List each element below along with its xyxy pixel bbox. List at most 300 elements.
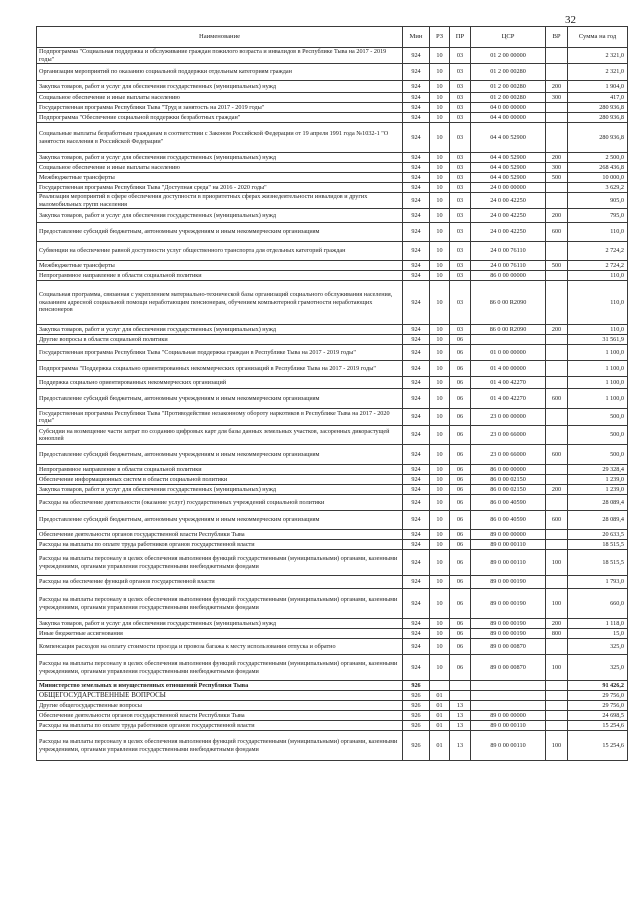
table-row bbox=[37, 550, 628, 576]
row-sum: 15 254,6 bbox=[568, 721, 628, 731]
table-row bbox=[37, 691, 628, 701]
row-pr: 03 bbox=[450, 242, 471, 261]
row-name: Обеспечение деятельности органов государственной власти Республики Тыва bbox=[37, 530, 403, 540]
row-name: Предоставление субсидий бюджетным, автономным учреждениям и иным некоммерческим организациям bbox=[37, 389, 403, 409]
table-row bbox=[37, 361, 628, 377]
row-rz: 10 bbox=[430, 103, 450, 113]
row-min: 924 bbox=[403, 495, 430, 511]
row-vr: 100 bbox=[546, 655, 568, 681]
row-rz: 10 bbox=[430, 48, 450, 64]
header-row bbox=[37, 27, 628, 48]
row-min: 924 bbox=[403, 271, 430, 281]
row-rz: 01 bbox=[430, 731, 450, 761]
row-rz: 10 bbox=[430, 629, 450, 639]
row-csr bbox=[471, 691, 546, 701]
row-pr: 06 bbox=[450, 485, 471, 495]
row-name: Непрограммное направление в области социальной политики bbox=[37, 271, 403, 281]
row-csr: 01 2 00 00280 bbox=[471, 81, 546, 93]
budget-table bbox=[36, 26, 628, 761]
row-sum: 2 321,0 bbox=[568, 48, 628, 64]
row-vr bbox=[546, 475, 568, 485]
row-sum: 500,0 bbox=[568, 445, 628, 465]
row-rz: 01 bbox=[430, 701, 450, 711]
row-rz: 10 bbox=[430, 209, 450, 223]
row-min: 926 bbox=[403, 691, 430, 701]
row-rz: 10 bbox=[430, 193, 450, 209]
row-csr: 89 0 00 00110 bbox=[471, 550, 546, 576]
row-sum: 280 936,8 bbox=[568, 103, 628, 113]
table-row bbox=[37, 81, 628, 93]
row-name: Государственная программа Республики Тыва "Противодействие незаконному обороту наркотиков в Республике Тыва на 2017 - 2020 годы" bbox=[37, 409, 403, 426]
row-min: 924 bbox=[403, 511, 430, 530]
row-min: 924 bbox=[403, 93, 430, 103]
row-min: 924 bbox=[403, 113, 430, 123]
row-vr bbox=[546, 639, 568, 655]
row-csr: 89 0 00 00000 bbox=[471, 530, 546, 540]
row-min: 924 bbox=[403, 530, 430, 540]
row-rz: 10 bbox=[430, 113, 450, 123]
row-pr: 06 bbox=[450, 589, 471, 619]
row-name: Расходы на выплаты персоналу в целях обеспечения выполнения функций государственными (муниципальными) органами, казенными учреждениями, органами управления государственными внебюджетными фондами bbox=[37, 589, 403, 619]
row-rz: 10 bbox=[430, 576, 450, 589]
row-name: Государственная программа Республики Тыва "Доступная среда" на 2016 - 2020 годы" bbox=[37, 183, 403, 193]
row-csr: 04 0 00 00000 bbox=[471, 103, 546, 113]
table-row bbox=[37, 721, 628, 731]
row-csr: 86 0 00 02150 bbox=[471, 475, 546, 485]
row-csr: 24 0 00 76110 bbox=[471, 261, 546, 271]
row-sum: 268 436,8 bbox=[568, 163, 628, 173]
row-name: Подпрограмма "Обеспечение социальной поддержки безработных граждан" bbox=[37, 113, 403, 123]
table-row bbox=[37, 511, 628, 530]
row-csr: 89 0 00 00190 bbox=[471, 629, 546, 639]
row-csr: 89 0 00 00870 bbox=[471, 639, 546, 655]
row-name: Закупка товаров, работ и услуг для обеспечения государственных (муниципальных) нужд bbox=[37, 209, 403, 223]
row-pr: 06 bbox=[450, 361, 471, 377]
row-sum: 2 500,0 bbox=[568, 153, 628, 163]
row-vr bbox=[546, 242, 568, 261]
header-csr: ЦСР bbox=[471, 27, 546, 48]
row-min: 924 bbox=[403, 389, 430, 409]
row-pr: 03 bbox=[450, 193, 471, 209]
table-row bbox=[37, 426, 628, 445]
row-vr: 200 bbox=[546, 81, 568, 93]
row-vr bbox=[546, 193, 568, 209]
row-sum: 24 698,5 bbox=[568, 711, 628, 721]
row-vr bbox=[546, 103, 568, 113]
row-sum: 29 328,4 bbox=[568, 465, 628, 475]
row-vr bbox=[546, 701, 568, 711]
row-pr: 06 bbox=[450, 619, 471, 629]
table-row bbox=[37, 123, 628, 153]
row-sum: 110,0 bbox=[568, 325, 628, 335]
row-rz: 10 bbox=[430, 485, 450, 495]
row-name: Обеспечение деятельности органов государственной власти Республики Тыва bbox=[37, 711, 403, 721]
row-pr: 06 bbox=[450, 409, 471, 426]
row-name: Предоставление субсидий бюджетным, автономным учреждениям и иным некоммерческим организациям bbox=[37, 511, 403, 530]
row-min: 924 bbox=[403, 242, 430, 261]
row-pr bbox=[450, 681, 471, 691]
row-vr: 500 bbox=[546, 173, 568, 183]
row-rz: 10 bbox=[430, 550, 450, 576]
row-csr: 04 4 00 52900 bbox=[471, 153, 546, 163]
row-min: 924 bbox=[403, 223, 430, 242]
row-vr: 800 bbox=[546, 629, 568, 639]
row-name: Субвенции на обеспечение равной доступности услуг общественного транспорта для отдельных категорий граждан bbox=[37, 242, 403, 261]
table-row bbox=[37, 619, 628, 629]
row-vr: 300 bbox=[546, 163, 568, 173]
table-row bbox=[37, 540, 628, 550]
row-sum: 417,0 bbox=[568, 93, 628, 103]
row-min: 924 bbox=[403, 64, 430, 81]
row-rz: 10 bbox=[430, 242, 450, 261]
row-csr: 86 0 00 40590 bbox=[471, 511, 546, 530]
row-min: 926 bbox=[403, 721, 430, 731]
row-sum: 28 089,4 bbox=[568, 495, 628, 511]
row-name: Закупка товаров, работ и услуг для обеспечения государственных (муниципальных) нужд bbox=[37, 485, 403, 495]
row-name: Субсидии на возмещение части затрат по созданию цифровых карт для базы данных земельных участков, засоренных дикорастущей коноплей bbox=[37, 426, 403, 445]
table-row bbox=[37, 64, 628, 81]
row-name: ОБЩЕГОСУДАРСТВЕННЫЕ ВОПРОСЫ bbox=[37, 691, 403, 701]
row-sum: 18 515,5 bbox=[568, 540, 628, 550]
row-vr: 600 bbox=[546, 389, 568, 409]
row-vr bbox=[546, 113, 568, 123]
row-vr bbox=[546, 64, 568, 81]
row-csr bbox=[471, 681, 546, 691]
row-rz: 10 bbox=[430, 377, 450, 389]
row-min: 924 bbox=[403, 377, 430, 389]
row-min: 924 bbox=[403, 540, 430, 550]
row-csr: 24 0 00 76110 bbox=[471, 242, 546, 261]
row-rz: 10 bbox=[430, 81, 450, 93]
row-vr bbox=[546, 530, 568, 540]
row-name: Расходы на выплаты по оплате труда работников органов государственной власти bbox=[37, 540, 403, 550]
table-row bbox=[37, 163, 628, 173]
row-min: 924 bbox=[403, 48, 430, 64]
row-vr: 300 bbox=[546, 93, 568, 103]
row-rz: 10 bbox=[430, 475, 450, 485]
row-vr bbox=[546, 361, 568, 377]
row-name: Министерство земельных и имущественных отношений Республики Тыва bbox=[37, 681, 403, 691]
row-name: Расходы на выплаты персоналу в целях обеспечения выполнения функций государственными (муниципальными) органами, казенными учреждениями, органами управления государственными внебюджетными фондами bbox=[37, 731, 403, 761]
row-rz: 10 bbox=[430, 589, 450, 619]
row-min: 924 bbox=[403, 153, 430, 163]
row-sum: 1 100,0 bbox=[568, 377, 628, 389]
row-rz: 10 bbox=[430, 271, 450, 281]
row-csr: 04 4 00 52900 bbox=[471, 123, 546, 153]
row-min: 924 bbox=[403, 629, 430, 639]
row-pr: 03 bbox=[450, 281, 471, 325]
row-sum: 280 936,8 bbox=[568, 123, 628, 153]
row-vr: 600 bbox=[546, 445, 568, 465]
row-min: 924 bbox=[403, 193, 430, 209]
row-min: 924 bbox=[403, 209, 430, 223]
row-pr: 03 bbox=[450, 183, 471, 193]
row-name: Другие общегосударственные вопросы bbox=[37, 701, 403, 711]
header-pr: ПР bbox=[450, 27, 471, 48]
row-pr: 03 bbox=[450, 64, 471, 81]
header-rz: РЗ bbox=[430, 27, 450, 48]
row-name: Закупка товаров, работ и услуг для обеспечения государственных (муниципальных) нужд bbox=[37, 153, 403, 163]
row-vr: 200 bbox=[546, 485, 568, 495]
row-sum: 110,0 bbox=[568, 223, 628, 242]
row-rz: 10 bbox=[430, 426, 450, 445]
row-name: Расходы на выплаты персоналу в целях обеспечения выполнения функций государственными (муниципальными) органами, казенными учреждениями, органами управления государственными внебюджетными фондами bbox=[37, 655, 403, 681]
row-pr: 06 bbox=[450, 377, 471, 389]
row-name: Другие вопросы в области социальной политики bbox=[37, 335, 403, 345]
row-name: Межбюджетные трансферты bbox=[37, 261, 403, 271]
row-pr: 06 bbox=[450, 576, 471, 589]
row-sum: 1 239,0 bbox=[568, 485, 628, 495]
row-csr: 86 0 00 R2090 bbox=[471, 281, 546, 325]
row-csr: 24 0 00 42250 bbox=[471, 223, 546, 242]
row-pr: 06 bbox=[450, 629, 471, 639]
table-row bbox=[37, 223, 628, 242]
row-csr: 01 2 00 00280 bbox=[471, 93, 546, 103]
row-csr: 01 2 00 00280 bbox=[471, 64, 546, 81]
table-row bbox=[37, 209, 628, 223]
row-vr bbox=[546, 409, 568, 426]
row-vr bbox=[546, 335, 568, 345]
row-csr: 86 0 00 40590 bbox=[471, 495, 546, 511]
row-rz: 10 bbox=[430, 163, 450, 173]
row-csr: 23 0 00 66000 bbox=[471, 445, 546, 465]
row-name: Социальное обеспечение и иные выплаты населению bbox=[37, 93, 403, 103]
row-rz: 10 bbox=[430, 64, 450, 81]
row-min: 924 bbox=[403, 345, 430, 361]
row-sum: 500,0 bbox=[568, 409, 628, 426]
row-min: 924 bbox=[403, 475, 430, 485]
row-rz: 10 bbox=[430, 93, 450, 103]
row-rz: 10 bbox=[430, 325, 450, 335]
row-pr: 03 bbox=[450, 223, 471, 242]
row-min: 924 bbox=[403, 550, 430, 576]
row-min: 924 bbox=[403, 655, 430, 681]
row-pr: 03 bbox=[450, 261, 471, 271]
row-rz: 10 bbox=[430, 639, 450, 655]
row-pr: 06 bbox=[450, 495, 471, 511]
row-sum: 1 239,0 bbox=[568, 475, 628, 485]
row-pr: 03 bbox=[450, 81, 471, 93]
row-min: 924 bbox=[403, 589, 430, 619]
row-min: 924 bbox=[403, 325, 430, 335]
row-csr: 89 0 00 00870 bbox=[471, 655, 546, 681]
row-rz: 10 bbox=[430, 281, 450, 325]
header-vr: ВР bbox=[546, 27, 568, 48]
row-csr: 89 0 00 00110 bbox=[471, 731, 546, 761]
row-vr: 100 bbox=[546, 550, 568, 576]
row-rz: 10 bbox=[430, 361, 450, 377]
table-row bbox=[37, 655, 628, 681]
row-pr: 03 bbox=[450, 48, 471, 64]
row-pr: 03 bbox=[450, 123, 471, 153]
row-name: Межбюджетные трансферты bbox=[37, 173, 403, 183]
row-csr: 89 0 00 00110 bbox=[471, 721, 546, 731]
row-name: Расходы на обеспечение деятельности (оказание услуг) государственных учреждений социальной политики bbox=[37, 495, 403, 511]
row-rz: 10 bbox=[430, 655, 450, 681]
row-sum: 795,0 bbox=[568, 209, 628, 223]
row-rz: 01 bbox=[430, 711, 450, 721]
row-rz: 10 bbox=[430, 511, 450, 530]
row-name: Социальные выплаты безработным гражданам в соответствии с Законом Российской Федерации от 19 апреля 1991 года №1032-1 "О занятости населения в Российской Федерации" bbox=[37, 123, 403, 153]
table-row bbox=[37, 153, 628, 163]
table-row bbox=[37, 281, 628, 325]
row-sum: 110,0 bbox=[568, 281, 628, 325]
row-name: Закупка товаров, работ и услуг для обеспечения государственных (муниципальных) нужд bbox=[37, 619, 403, 629]
row-min: 924 bbox=[403, 261, 430, 271]
row-vr bbox=[546, 48, 568, 64]
row-name: Государственная программа Республики Тыва "Социальная поддержка граждан в Республике Тыва на 2017 - 2019 годы" bbox=[37, 345, 403, 361]
row-vr: 200 bbox=[546, 619, 568, 629]
table-row bbox=[37, 485, 628, 495]
table-row bbox=[37, 113, 628, 123]
row-name: Компенсация расходов на оплату стоимости проезда и провоза багажа к месту использования отпуска и обратно bbox=[37, 639, 403, 655]
row-name: Подпрограмма "Поддержка социально ориентированных некоммерческих организаций в Республике Тыва на 2017 - 2019 годы" bbox=[37, 361, 403, 377]
row-pr: 13 bbox=[450, 731, 471, 761]
row-pr: 06 bbox=[450, 639, 471, 655]
row-pr: 03 bbox=[450, 325, 471, 335]
row-rz: 10 bbox=[430, 345, 450, 361]
row-pr: 06 bbox=[450, 465, 471, 475]
row-vr bbox=[546, 711, 568, 721]
row-csr: 01 4 00 00000 bbox=[471, 361, 546, 377]
row-name: Организация мероприятий по оказанию социальной поддержки отдельным категориям граждан bbox=[37, 64, 403, 81]
row-vr: 100 bbox=[546, 589, 568, 619]
row-sum: 1 793,0 bbox=[568, 576, 628, 589]
row-vr bbox=[546, 271, 568, 281]
row-min: 926 bbox=[403, 701, 430, 711]
table-row bbox=[37, 639, 628, 655]
row-pr: 03 bbox=[450, 209, 471, 223]
row-pr: 06 bbox=[450, 345, 471, 361]
table-row bbox=[37, 183, 628, 193]
row-csr: 86 0 00 02150 bbox=[471, 485, 546, 495]
row-sum: 15,0 bbox=[568, 629, 628, 639]
row-min: 924 bbox=[403, 281, 430, 325]
row-min: 924 bbox=[403, 361, 430, 377]
row-sum: 660,0 bbox=[568, 589, 628, 619]
table-row bbox=[37, 325, 628, 335]
row-pr: 13 bbox=[450, 721, 471, 731]
table-row bbox=[37, 701, 628, 711]
row-vr: 600 bbox=[546, 223, 568, 242]
row-rz: 10 bbox=[430, 335, 450, 345]
page-number: 32 bbox=[565, 14, 576, 26]
row-csr: 86 0 00 00000 bbox=[471, 465, 546, 475]
row-pr: 03 bbox=[450, 163, 471, 173]
row-sum: 10 000,0 bbox=[568, 173, 628, 183]
row-csr: 04 4 00 52900 bbox=[471, 163, 546, 173]
row-rz: 10 bbox=[430, 223, 450, 242]
row-sum: 29 756,0 bbox=[568, 691, 628, 701]
row-sum: 29 756,0 bbox=[568, 701, 628, 711]
row-csr: 24 0 00 00000 bbox=[471, 183, 546, 193]
row-vr bbox=[546, 123, 568, 153]
row-pr: 06 bbox=[450, 530, 471, 540]
row-name: Предоставление субсидий бюджетным, автономным учреждениям и иным некоммерческим организациям bbox=[37, 223, 403, 242]
row-name: Расходы на обеспечение функций органов государственной власти bbox=[37, 576, 403, 589]
row-pr: 06 bbox=[450, 389, 471, 409]
row-sum: 1 100,0 bbox=[568, 361, 628, 377]
row-name: Расходы на выплаты персоналу в целях обеспечения выполнения функций государственными (муниципальными) органами, казенными учреждениями, органами управления государственными внебюджетными фондами bbox=[37, 550, 403, 576]
row-name: Непрограммное направление в области социальной политики bbox=[37, 465, 403, 475]
table-row bbox=[37, 242, 628, 261]
row-csr: 89 0 00 00110 bbox=[471, 540, 546, 550]
row-csr: 01 0 00 00000 bbox=[471, 345, 546, 361]
row-min: 926 bbox=[403, 731, 430, 761]
header-name: Наименование bbox=[37, 27, 403, 48]
row-sum: 1 904,0 bbox=[568, 81, 628, 93]
row-min: 924 bbox=[403, 485, 430, 495]
row-csr: 86 0 00 R2090 bbox=[471, 325, 546, 335]
row-name: Обеспечение информационных систем в области социальной политики bbox=[37, 475, 403, 485]
row-csr: 89 0 00 00190 bbox=[471, 576, 546, 589]
row-rz: 10 bbox=[430, 445, 450, 465]
row-vr: 600 bbox=[546, 511, 568, 530]
table-row bbox=[37, 193, 628, 209]
table-row bbox=[37, 271, 628, 281]
row-name: Предоставление субсидий бюджетным, автономным учреждениям и иным некоммерческим организациям bbox=[37, 445, 403, 465]
row-csr: 24 0 00 42250 bbox=[471, 209, 546, 223]
row-pr: 06 bbox=[450, 511, 471, 530]
row-pr: 06 bbox=[450, 540, 471, 550]
row-pr: 06 bbox=[450, 655, 471, 681]
row-sum: 1 100,0 bbox=[568, 345, 628, 361]
row-pr: 13 bbox=[450, 701, 471, 711]
row-rz: 01 bbox=[430, 691, 450, 701]
table-row bbox=[37, 93, 628, 103]
row-name: Закупка товаров, работ и услуг для обеспечения государственных (муниципальных) нужд bbox=[37, 325, 403, 335]
row-sum: 2 321,0 bbox=[568, 64, 628, 81]
row-sum: 3 629,2 bbox=[568, 183, 628, 193]
row-csr: 89 0 00 00000 bbox=[471, 711, 546, 721]
row-pr: 03 bbox=[450, 153, 471, 163]
table-row bbox=[37, 48, 628, 64]
row-csr: 01 2 00 00000 bbox=[471, 48, 546, 64]
row-rz: 10 bbox=[430, 540, 450, 550]
table-row bbox=[37, 530, 628, 540]
row-sum: 91 426,2 bbox=[568, 681, 628, 691]
row-min: 924 bbox=[403, 183, 430, 193]
row-name: Социальная программа, связанная с укреплением материально-технической базы организаций социального обслуживания населения, оказанием адресной социальной помощи неработающим пенсионерам, обучением компьютерной грамотности неработающих пенсионеров bbox=[37, 281, 403, 325]
row-sum: 31 561,9 bbox=[568, 335, 628, 345]
row-name: Социальное обеспечение и иные выплаты населению bbox=[37, 163, 403, 173]
row-csr: 23 0 00 66000 bbox=[471, 426, 546, 445]
row-sum: 20 633,5 bbox=[568, 530, 628, 540]
row-vr: 200 bbox=[546, 325, 568, 335]
table-row bbox=[37, 495, 628, 511]
row-rz: 10 bbox=[430, 389, 450, 409]
row-min: 924 bbox=[403, 123, 430, 153]
table-row bbox=[37, 345, 628, 361]
row-sum: 2 724,2 bbox=[568, 261, 628, 271]
row-rz: 10 bbox=[430, 123, 450, 153]
table-row bbox=[37, 103, 628, 113]
row-csr: 86 0 00 00000 bbox=[471, 271, 546, 281]
row-pr bbox=[450, 691, 471, 701]
row-vr: 200 bbox=[546, 153, 568, 163]
row-vr: 500 bbox=[546, 261, 568, 271]
row-vr bbox=[546, 721, 568, 731]
row-sum: 1 100,0 bbox=[568, 389, 628, 409]
row-csr: 89 0 00 00190 bbox=[471, 589, 546, 619]
row-rz: 10 bbox=[430, 261, 450, 271]
row-csr bbox=[471, 335, 546, 345]
row-name: Государственная программа Республики Тыва "Труд и занятость на 2017 - 2019 годы" bbox=[37, 103, 403, 113]
row-vr bbox=[546, 345, 568, 361]
row-pr: 13 bbox=[450, 711, 471, 721]
row-rz: 10 bbox=[430, 153, 450, 163]
row-pr: 06 bbox=[450, 426, 471, 445]
